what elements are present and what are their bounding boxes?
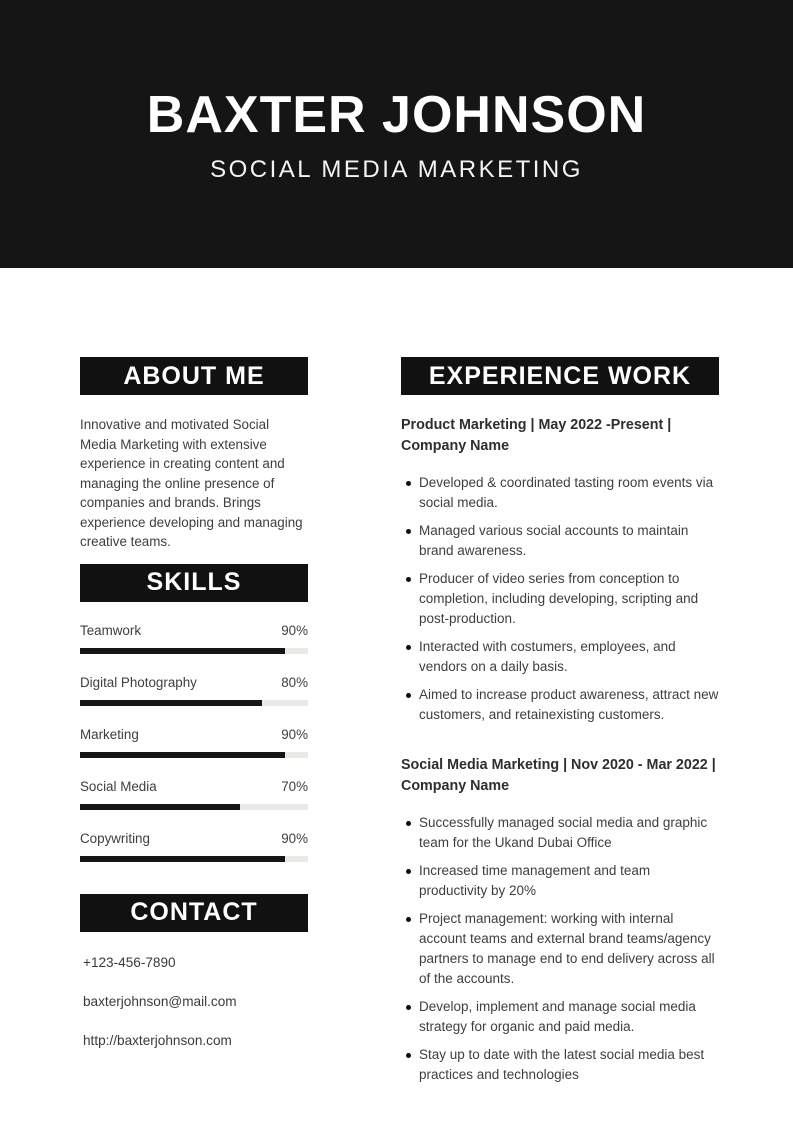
section-header-about: ABOUT ME [80,357,308,395]
body-content [0,268,793,1093]
job-bullet-list [401,813,719,1085]
person-role-subtitle: SOCIAL MEDIA MARKETING [210,155,583,183]
experience-bullet: Successfully managed social media and graphic team for the Ukand Dubai Office [401,813,719,853]
job-heading-line2: Company Name [401,438,510,454]
job-heading [401,415,719,457]
job-bullet-list [401,473,719,725]
right-column [401,357,719,1093]
about-text: Innovative and motivated Social Media Marketing with extensive experience in creating content and managing the online presence of companies and brands. Brings experience developing and managing creative teams. [80,417,303,550]
skill-bar-track [80,856,308,862]
experience-bullet: Develop, implement and manage social media strategy for organic and paid media. [401,997,719,1037]
skill-bar-fill [80,648,285,654]
section-header-experience: EXPERIENCE WORK [401,357,719,395]
experience-bullet: Aimed to increase product awareness, attract new customers, and retainexisting customers. [401,685,719,725]
skill-row [80,830,308,862]
experience-bullet: Developed & coordinated tasting room events via social media. [401,473,719,513]
skill-percent: 90% [281,622,308,638]
skill-percent: 90% [281,726,308,742]
experience-bullet: Interacted with costumers, employees, and vendors on a daily basis. [401,637,719,677]
experience-bullet: Project management: working with internal account teams and external brand teams/agency partners to manage end to end delivery across all of the accounts. [401,909,719,989]
skill-bar-fill [80,700,262,706]
contact-phone: +123-456-7890 [83,954,176,970]
skill-label: Marketing [80,726,139,742]
section-header-skills: SKILLS [80,564,308,602]
skill-row [80,778,308,810]
job-entry [401,415,719,725]
skill-label: Digital Photography [80,674,197,690]
experience-bullet: Increased time management and team productivity by 20% [401,861,719,901]
skill-label: Teamwork [80,622,142,638]
contact-website: http://baxterjohnson.com [83,1032,232,1048]
skill-bar-track [80,752,308,758]
left-column [80,357,308,1093]
experience-bullet: Stay up to date with the latest social media best practices and technologies [401,1045,719,1085]
skill-label: Copywriting [80,830,150,846]
skill-row [80,674,308,706]
job-heading [401,755,719,797]
skill-row [80,726,308,758]
skill-bar-fill [80,856,285,862]
hero-header [0,0,793,268]
skill-bar-track [80,804,308,810]
experience-bullet: Managed various social accounts to maintain brand awareness. [401,521,719,561]
experience-bullet: Producer of video series from conception to completion, including developing, scripting and post-production. [401,569,719,629]
skill-bar-fill [80,752,285,758]
skill-bar-track [80,700,308,706]
skill-percent: 90% [281,830,308,846]
job-entry [401,755,719,1085]
skill-bar-track [80,648,308,654]
skill-bar-fill [80,804,240,810]
skill-row [80,622,308,654]
skill-percent: 70% [281,778,308,794]
job-heading-line2: Company Name [401,778,510,794]
person-name: BAXTER JOHNSON [146,85,647,144]
job-heading-line1: Product Marketing | May 2022 -Present | [401,417,672,433]
job-heading-line1: Social Media Marketing | Nov 2020 - Mar 2022 | [401,757,716,773]
skill-percent: 80% [281,674,308,690]
section-header-contact: CONTACT [80,894,308,932]
contact-email: baxterjohnson@mail.com [83,993,237,1009]
skill-label: Social Media [80,778,157,794]
